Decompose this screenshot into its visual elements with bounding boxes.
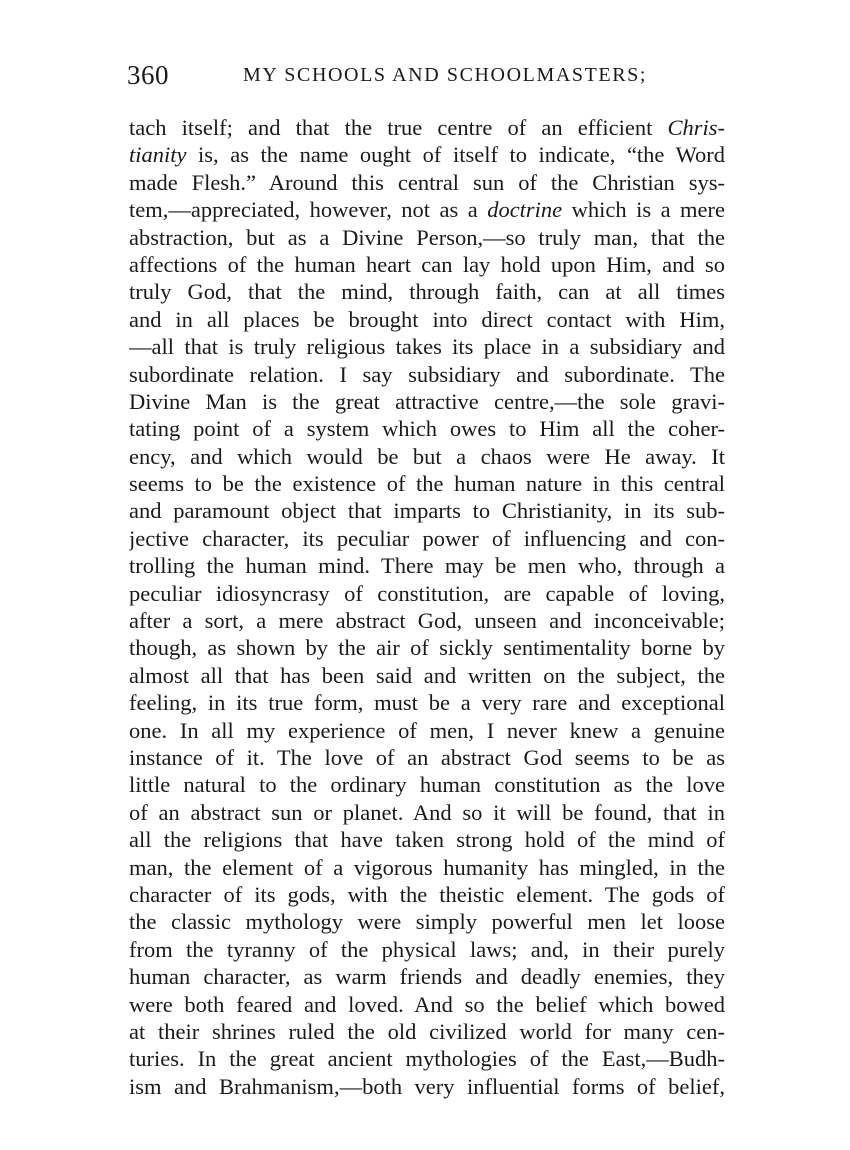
text-line [129, 689, 725, 716]
text-line [129, 470, 725, 497]
text-line [129, 634, 725, 661]
page-header [127, 60, 727, 96]
page-number: 360 [127, 60, 169, 90]
text-segment: is, as the name ought of itself to indicate, “the Word [186, 142, 725, 168]
text-line [129, 936, 725, 963]
text-segment: peculiar idiosyncrasy of constitution, are capable of loving, [129, 580, 725, 606]
text-segment: —all that is truly religious takes its place in a subsidiary and [129, 334, 725, 360]
text-segment: made Flesh.” Around this central sun of the Christian sys- [129, 169, 725, 195]
italic-text-segment: Chris- [667, 115, 725, 140]
text-line [129, 169, 725, 196]
text-line [129, 306, 725, 333]
text-segment: and in all places be brought into direct contact with Him, [129, 306, 725, 332]
text-line [129, 662, 725, 689]
text-segment: after a sort, a mere abstract God, unseen and inconceivable; [129, 608, 725, 634]
text-line [129, 333, 725, 360]
text-line [129, 991, 725, 1018]
text-line [129, 717, 725, 744]
text-segment: the classic mythology were simply powerful men let loose [129, 909, 725, 935]
text-segment: subordinate relation. I say subsidiary and subordinate. The [129, 361, 725, 387]
text-segment: tem,—appreciated, however, not as a [129, 197, 488, 223]
text-segment: almost all that has been said and written on the subject, the [129, 662, 725, 688]
text-line [129, 854, 725, 881]
text-line [129, 552, 725, 579]
text-segment: tach itself; and that the true centre of an efficient [129, 115, 668, 140]
text-line [129, 881, 725, 908]
text-segment: and paramount object that imparts to Christianity, in its sub- [129, 498, 725, 524]
text-line [129, 141, 725, 168]
text-segment: little natural to the ordinary human constitution as the love [129, 772, 725, 798]
text-line [129, 443, 725, 470]
italic-text-segment: tianity [129, 142, 187, 168]
text-segment: all the religions that have taken strong hold of the mind of [129, 827, 725, 853]
text-line [129, 525, 725, 552]
text-segment: which is a mere [562, 197, 725, 223]
text-line [129, 114, 725, 141]
text-segment: affections of the human heart can lay hold upon Him, and so [129, 251, 725, 277]
text-segment: feeling, in its true form, must be a very rare and exceptional [129, 690, 725, 716]
text-segment: man, the element of a vigorous humanity has mingled, in the [129, 854, 725, 880]
text-segment: trolling the human mind. There may be men who, through a [129, 553, 725, 579]
text-segment: abstraction, but as a Divine Person,—so truly man, that the [129, 224, 725, 250]
text-line [129, 224, 725, 251]
text-segment: tating point of a system which owes to Him all the coher- [129, 416, 725, 442]
text-segment: seems to be the existence of the human nature in this central [129, 471, 725, 497]
text-segment: truly God, that the mind, through faith, can at all times [129, 279, 725, 305]
text-line [129, 908, 725, 935]
text-segment: ency, and which would be but a chaos were He away. It [129, 443, 725, 469]
text-segment: jective character, its peculiar power of influencing and con- [129, 525, 725, 551]
text-segment: one. In all my experience of men, I never knew a genuine [129, 717, 725, 743]
text-segment: from the tyranny of the physical laws; and, in their purely [129, 936, 725, 962]
text-line [129, 607, 725, 634]
text-segment: Divine Man is the great attractive centre,—the sole gravi- [129, 388, 725, 414]
text-line [129, 771, 725, 798]
text-line [129, 388, 725, 415]
text-line [129, 278, 725, 305]
text-segment: instance of it. The love of an abstract God seems to be as [129, 744, 725, 770]
text-line [129, 799, 725, 826]
text-segment: at their shrines ruled the old civilized world for many cen- [129, 1018, 725, 1044]
text-segment: turies. In the great ancient mythologies of the East,—Budh- [129, 1046, 725, 1072]
text-line [129, 826, 725, 853]
text-segment: ism and Brahmanism,—both very influential forms of belief, [129, 1073, 725, 1099]
text-line [129, 361, 725, 388]
text-line [129, 415, 725, 442]
text-segment: of an abstract sun or planet. And so it will be found, that in [129, 799, 725, 825]
text-segment: though, as shown by the air of sickly sentimentality borne by [129, 635, 725, 661]
text-segment: were both feared and loved. And so the belief which bowed [129, 991, 725, 1017]
text-line [129, 1018, 725, 1045]
text-line [129, 251, 725, 278]
running-head: MY SCHOOLS AND SCHOOLMASTERS; [243, 64, 648, 86]
italic-text-segment: doctrine [487, 197, 563, 223]
text-line [129, 580, 725, 607]
text-line [129, 1045, 725, 1072]
text-line [129, 497, 725, 524]
text-segment: character of its gods, with the theistic element. The gods of [129, 881, 725, 907]
text-line [129, 963, 725, 990]
text-line [129, 1073, 725, 1100]
text-line [129, 196, 725, 223]
body-text [129, 114, 725, 1100]
text-segment: human character, as warm friends and deadly enemies, they [129, 964, 725, 990]
text-line [129, 744, 725, 771]
